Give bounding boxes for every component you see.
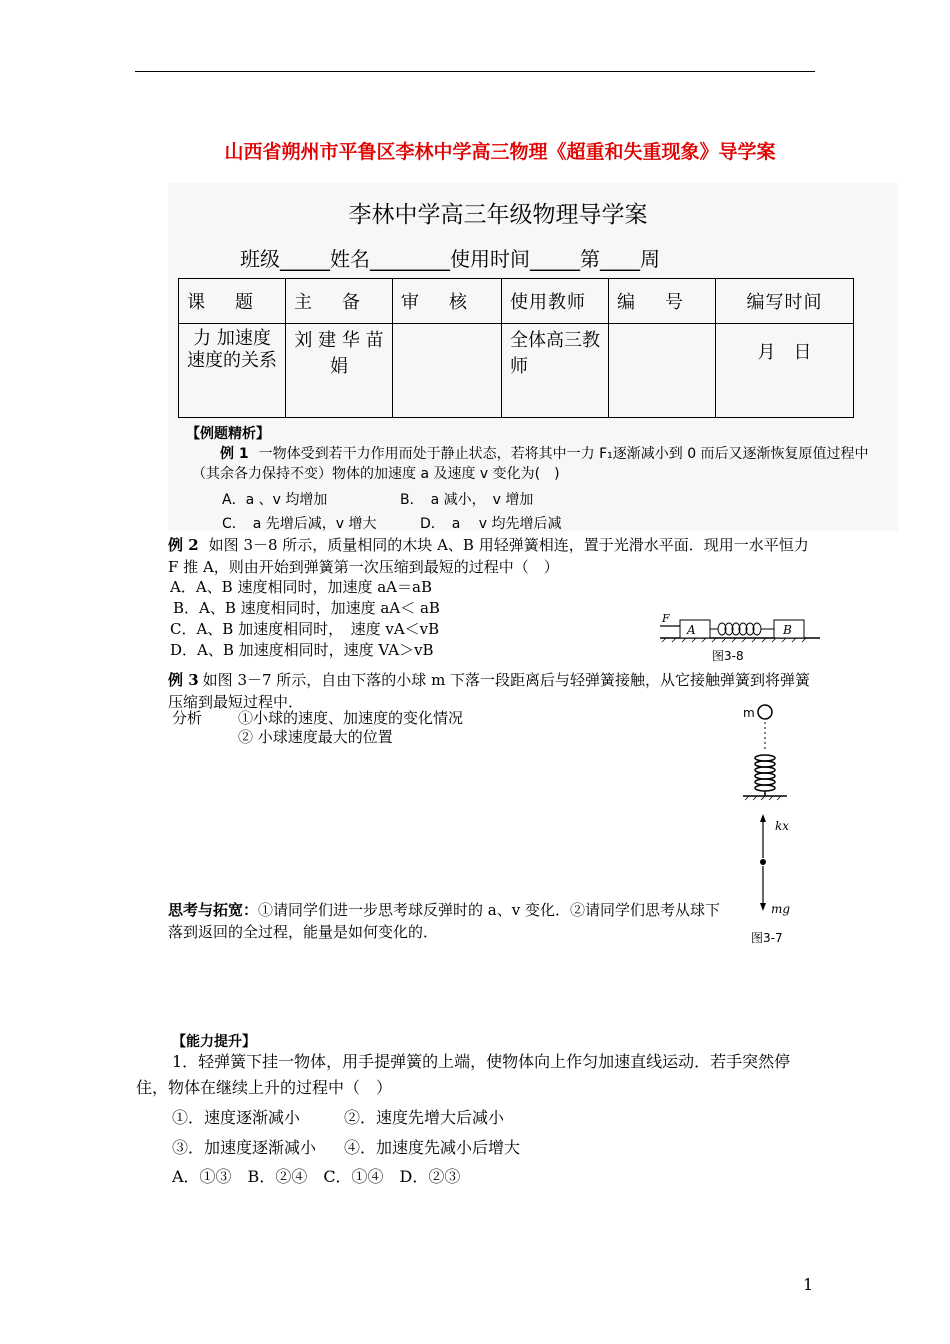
kx-arrowhead (760, 814, 766, 822)
cell-number (609, 324, 716, 418)
cell-topic: 力 加速度 速度的关系 (179, 324, 286, 418)
label-F: F (662, 612, 670, 625)
think-extend (168, 899, 728, 943)
figure-3-8 (650, 608, 830, 668)
ex2-option-b: B．A、B 速度相同时，加速度 aA＜ aB (173, 599, 440, 617)
fig-3-8-label: 图3-8 (712, 649, 744, 663)
label-mg: mg (771, 902, 791, 916)
scan-info-line: 班级_____姓名________使用时间_____第____周 (240, 247, 660, 271)
ability-opt-4: ④．加速度先减小后增大 (344, 1138, 521, 1157)
cell-teachers: 全体高三教师 (502, 324, 609, 418)
think-label: 思考与拓宽： (168, 901, 259, 919)
example-2 (168, 534, 818, 578)
ability-opt-1: ①．速度逐渐减小 (172, 1108, 301, 1127)
ability-opt-3: ③．加速度逐渐减小 (172, 1138, 317, 1157)
ex2-option-c: C．A、B 加速度相同时， 速度 vA＜vB (170, 620, 440, 638)
cell-date: 月 日 (716, 324, 854, 418)
ball (758, 705, 772, 719)
ability-answers: A．①③ B．②④ C．①④ D．②③ (172, 1167, 461, 1186)
page-number: 1 (803, 1275, 814, 1294)
header-rule (135, 71, 815, 72)
section-example: 【例题精析】 (186, 426, 270, 442)
example-1 (192, 444, 872, 484)
fig-3-7-label: 图3-7 (751, 931, 783, 945)
ex1-option-c: C． a 先增后减，v 增大 (222, 516, 377, 532)
col-reviewer: 审 核 (393, 279, 502, 324)
label-B: B (783, 623, 792, 637)
ex1-label: 例 1 (220, 446, 249, 462)
spring-horizontal (710, 623, 774, 635)
ex3-analysis-2: ② 小球速度最大的位置 (238, 728, 393, 746)
mg-arrowhead (760, 903, 766, 911)
label-A: A (687, 623, 696, 637)
ex1-option-d: D． a v 均先增后减 (420, 516, 562, 532)
ex2-option-a: A．A、B 速度相同时，加速度 aA＝aB (170, 578, 432, 596)
figure-3-7 (735, 700, 825, 950)
scan-heading: 李林中学高三年级物理导学案 (348, 202, 648, 228)
col-teachers: 使用教师 (502, 279, 609, 324)
label-m: m (743, 706, 755, 720)
cell-author: 刘 建 华 苗娟 (286, 324, 393, 418)
col-date: 编写时间 (716, 279, 854, 324)
ex3-text: 如图 3－7 所示，自由下落的小球 m 下落一段距离后与轻弹簧接触，从它接触弹簧到将弹簧压缩到最短过程中． (168, 671, 811, 711)
section-ability: 【能力提升】 (172, 1034, 256, 1050)
ability-opt-2: ②．速度先增大后减小 (344, 1108, 505, 1127)
col-number: 编 号 (609, 279, 716, 324)
cell-reviewer (393, 324, 502, 418)
ex2-text: 如图 3－8 所示，质量相同的木块 A、B 用轻弹簧相连，置于光滑水平面．现用一水平恒力 F 推 A，则由开始到弹簧第一次压缩到最短的过程中（ ） (168, 536, 809, 576)
col-topic: 课 题 (179, 279, 286, 324)
document-title: 山西省朔州市平鲁区李林中学高三物理《超重和失重现象》导学案 (224, 141, 776, 163)
lesson-info-table (178, 278, 854, 418)
ex2-label: 例 2 (168, 536, 199, 554)
ability-q1: 1．轻弹簧下挂一物体，用手提弹簧的上端，使物体向上作匀加速直线运动．若手突然停住，物体在继续上升的过程中（ ） (136, 1052, 791, 1097)
ex1-option-b: B． a 减小， v 增加 (400, 492, 534, 508)
label-kx: kx (775, 819, 790, 833)
ex3-analysis-1: ①小球的速度、加速度的变化情况 (238, 709, 464, 727)
ex3-analysis-label: 分析 (172, 709, 203, 727)
ex3-label: 例 3 (168, 671, 199, 689)
think-text: ①请同学们进一步思考球反弹时的 a、v 变化．②请同学们思考从球下落到返回的全过程，能量是如何变化的． (168, 901, 720, 941)
ex1-text: 一物体受到若干力作用而处于静止状态，若将其中一力 F₁逐渐减小到 0 而后又逐渐恢复原值过程中（其余各力保持不变）物体的加速度 a 及速度 v 变化为( ) (192, 446, 869, 482)
col-author: 主 备 (286, 279, 393, 324)
center-dot (760, 859, 766, 865)
spring-vertical (755, 755, 775, 796)
ex2-option-d: D．A、B 加速度相同时，速度 VA＞vB (170, 641, 434, 659)
ex1-option-a: A．a 、v 均增加 (222, 492, 328, 508)
